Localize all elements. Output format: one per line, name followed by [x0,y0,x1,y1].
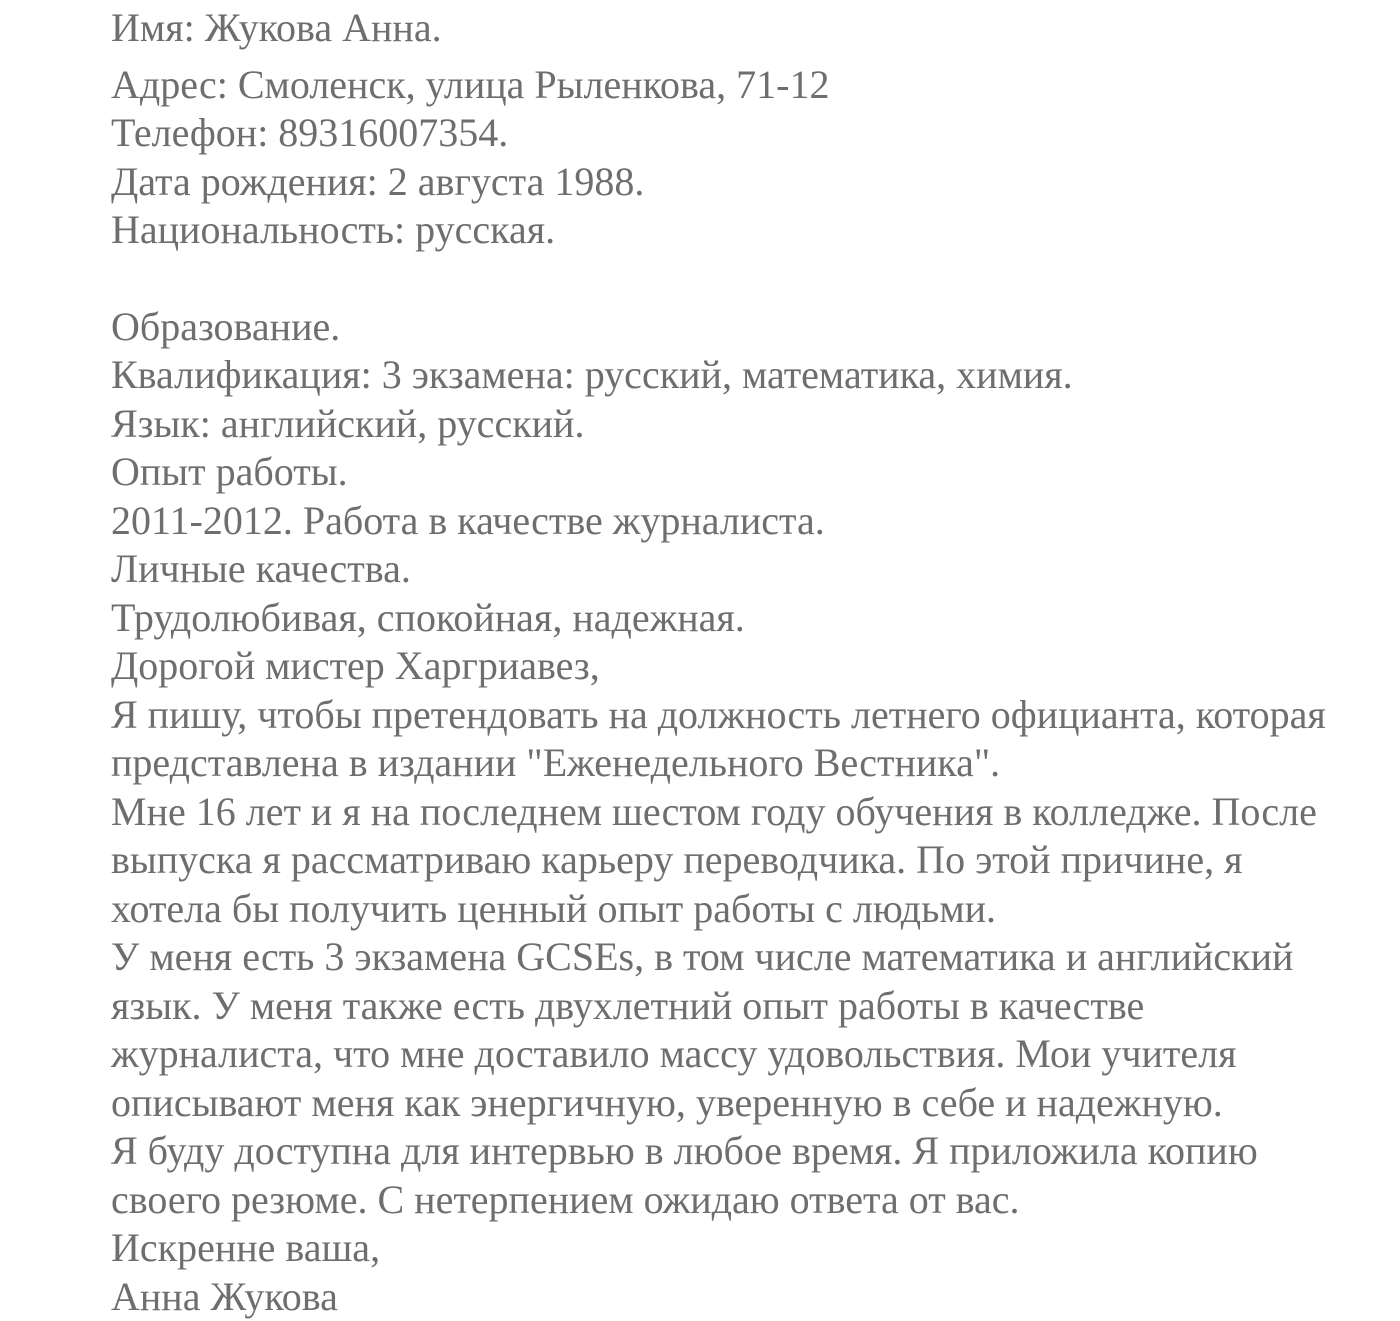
letter-line: представлена в издании "Еженедельного Вестника". [111,739,1400,788]
experience-line: 2011-2012. Работа в качестве журналиста. [111,497,1400,546]
spacer [111,255,1400,303]
letter-line: Я пишу, чтобы претендовать на должность летнего официанта, которая [111,691,1400,740]
letter-line: хотела бы получить ценный опыт работы с людьми. [111,885,1400,934]
letter-signature: Анна Жукова [111,1273,1400,1321]
letter-greeting: Дорогой мистер Харгриавез, [111,642,1400,691]
spacer [111,53,1400,61]
letter-line: описывают меня как энергичную, уверенную в себе и надежную. [111,1079,1400,1128]
letter-line: Я буду доступна для интервью в любое время. Я приложила копию [111,1127,1400,1176]
address-line: Адрес: Смоленск, улица Рыленкова, 71-12 [111,61,1400,110]
education-heading: Образование. [111,303,1400,352]
birthdate-line: Дата рождения: 2 августа 1988. [111,158,1400,207]
name-line: Имя: Жукова Анна. [111,4,1400,53]
letter-line: язык. У меня также есть двухлетний опыт работы в качестве [111,982,1400,1031]
letter-line: выпуска я рассматриваю карьеру переводчика. По этой причине, я [111,836,1400,885]
letter-line: своего резюме. С нетерпением ожидаю ответа от вас. [111,1176,1400,1225]
language-line: Язык: английский, русский. [111,400,1400,449]
qualities-heading: Личные качества. [111,545,1400,594]
experience-heading: Опыт работы. [111,448,1400,497]
resume-document [111,4,1400,1321]
qualities-line: Трудолюбивая, спокойная, надежная. [111,594,1400,643]
qualification-line: Квалификация: 3 экзамена: русский, математика, химия. [111,351,1400,400]
letter-line: Мне 16 лет и я на последнем шестом году обучения в колледже. После [111,788,1400,837]
letter-closing: Искренне ваша, [111,1224,1400,1273]
nationality-line: Национальность: русская. [111,206,1400,255]
letter-line: У меня есть 3 экзамена GCSEs, в том числе математика и английский [111,933,1400,982]
letter-line: журналиста, что мне доставило массу удовольствия. Мои учителя [111,1030,1400,1079]
phone-line: Телефон: 89316007354. [111,109,1400,158]
